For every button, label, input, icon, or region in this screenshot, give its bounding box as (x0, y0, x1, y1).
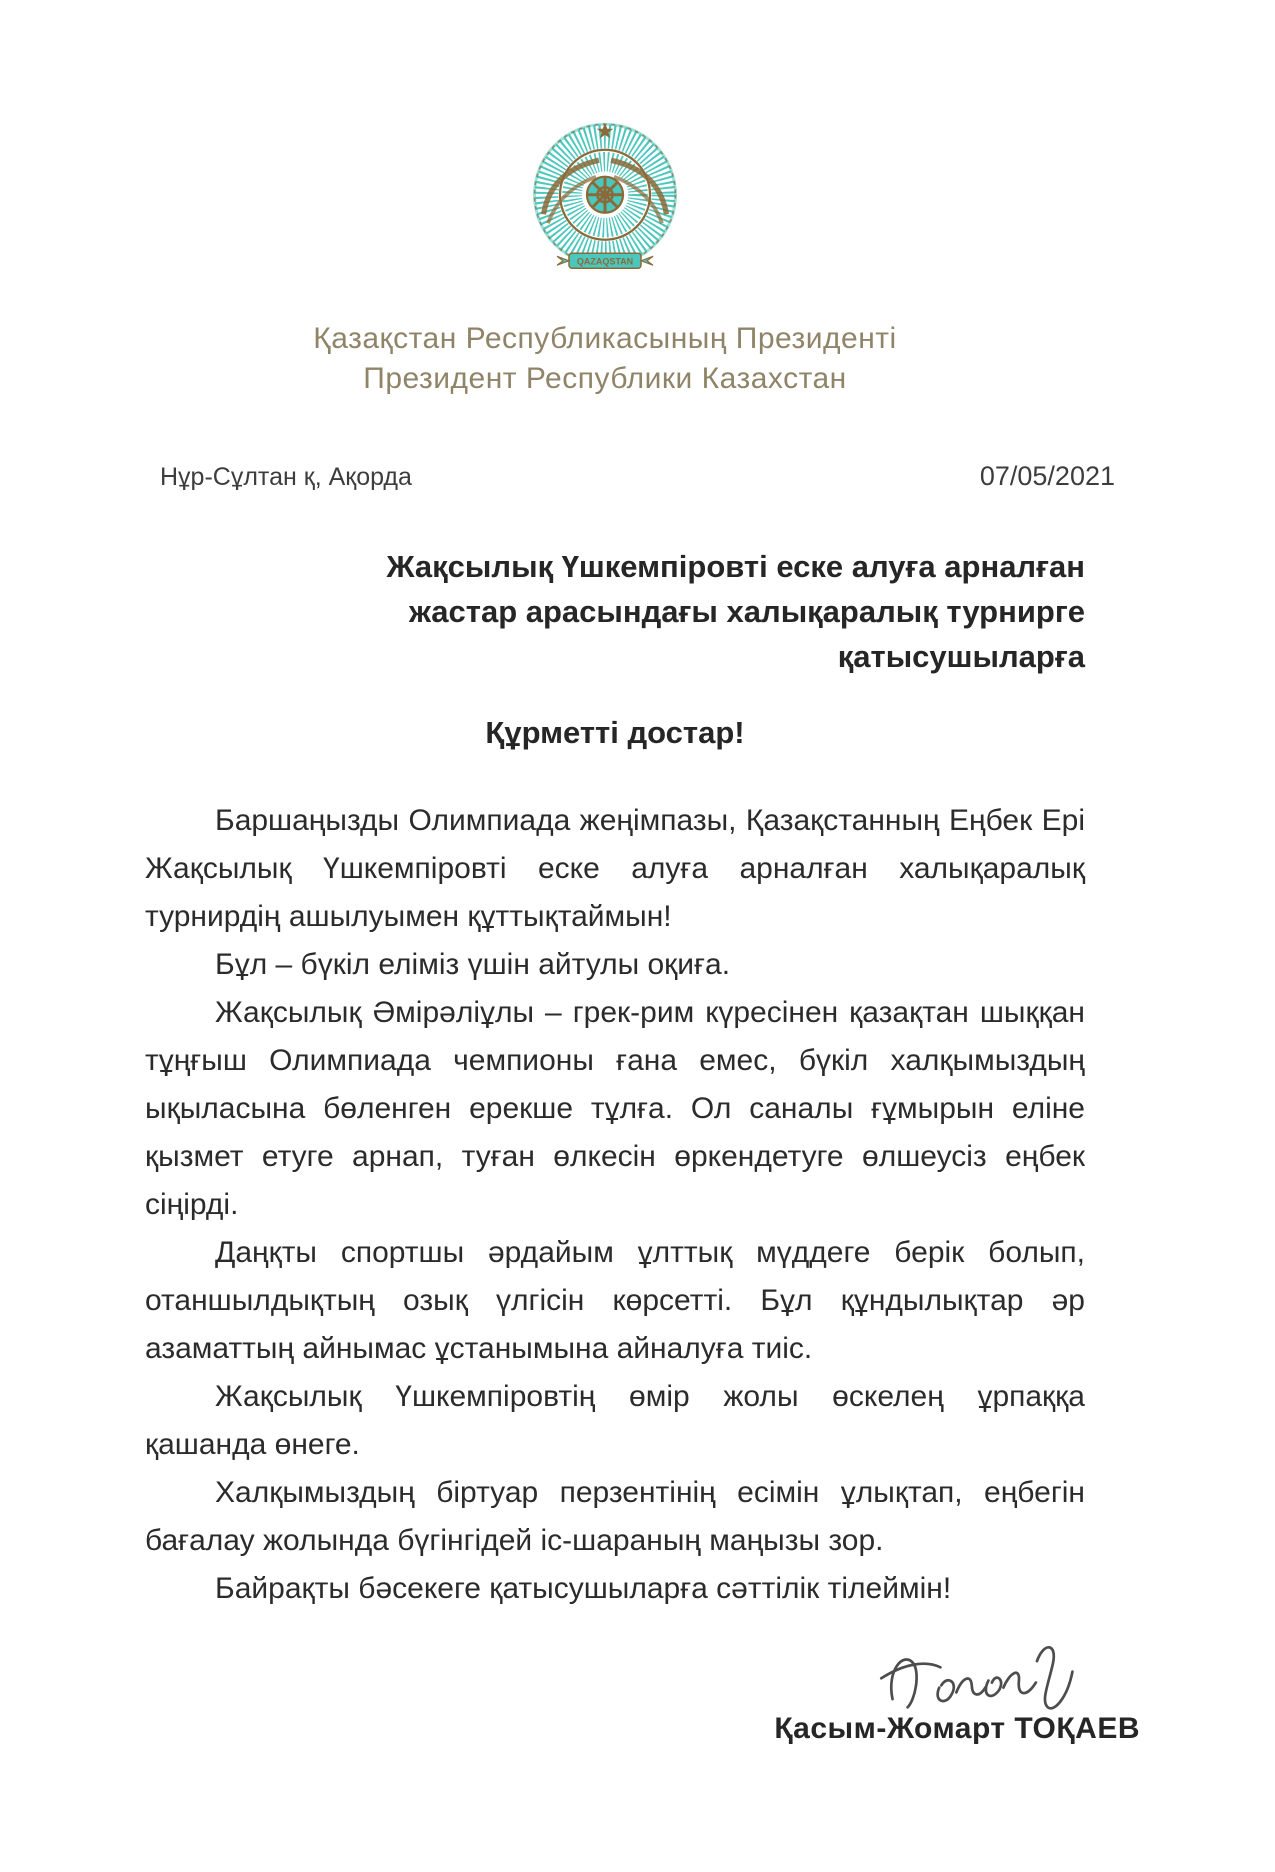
letter-body (145, 797, 1085, 1613)
body-paragraph: Байрақты бәсекеге қатысушыларға сәттілік тілеймін! (215, 1572, 952, 1605)
body-paragraph: Бұл – бүкіл еліміз үшін айтулы оқиға. (215, 948, 731, 981)
letterhead-line-russian: Президент Республики Казахстан (363, 362, 847, 395)
letter-title (145, 544, 1085, 679)
signature-block (620, 1636, 1140, 1746)
body-paragraph: Халқымыздың біртуар перзентінің есімін ұлықтап, еңбегін бағалау жолында бүгінгідей іс-шараның маңызы зор. (145, 1476, 1085, 1557)
title-line: қатысушыларға (837, 639, 1085, 674)
date-label: 07/05/2021 (979, 461, 1115, 491)
body-paragraph: Даңқты спортшы әрдайым ұлттық мүддеге берік болып, отаншылдықтың озық үлгісін көрсетті. Бұл құндылықтар әр азаматтың айнымас ұстанымына айналуға тиіс. (145, 1236, 1085, 1365)
emblem-country-label: QAZAQSTAN (576, 256, 634, 267)
body-paragraph: Жақсылық Үшкемпіровтің өмір жолы өскелең ұрпаққа қашанда өнеге. (145, 1380, 1085, 1461)
title-line: Жақсылық Үшкемпіровті еске алуға арналған (386, 549, 1085, 584)
place-date-row (160, 461, 1115, 492)
scanned-letter-page (0, 118, 1275, 1872)
place-label: Нұр-Сұлтан қ, Ақорда (160, 463, 412, 491)
kazakhstan-coat-of-arms-icon (530, 118, 680, 273)
handwritten-signature (873, 1631, 1087, 1732)
body-paragraph: Жақсылық Әмірәліұлы – грек-рим күресінен қазақтан шыққан тұңғыш Олимпиада чемпионы ғана емес, бүкіл халқымыздың ықыласына бөленген ерекше тұлға. Ол саналы ғұмырын еліне қызмет етуге арнап, туған өлкесін өркендетуге өлшеусіз еңбек сіңірді. (145, 996, 1085, 1221)
title-line: жастар арасындағы халықаралық турнирге (408, 594, 1085, 629)
salutation: Құрметті достар! (485, 715, 745, 750)
body-paragraph: Баршаңызды Олимпиада жеңімпазы, Қазақстанның Еңбек Ері Жақсылық Үшкемпіровті еске алуға арналған халықаралық турнирдің ашылуымен құттықтаймын! (145, 804, 1085, 933)
emblem-svg (530, 118, 680, 273)
signatory-name: Қасым-Жомарт ТОҚАЕВ (774, 1712, 1140, 1745)
letterhead (0, 319, 1210, 399)
letterhead-line-kazakh: Қазақстан Республикасының Президенті (313, 322, 897, 355)
